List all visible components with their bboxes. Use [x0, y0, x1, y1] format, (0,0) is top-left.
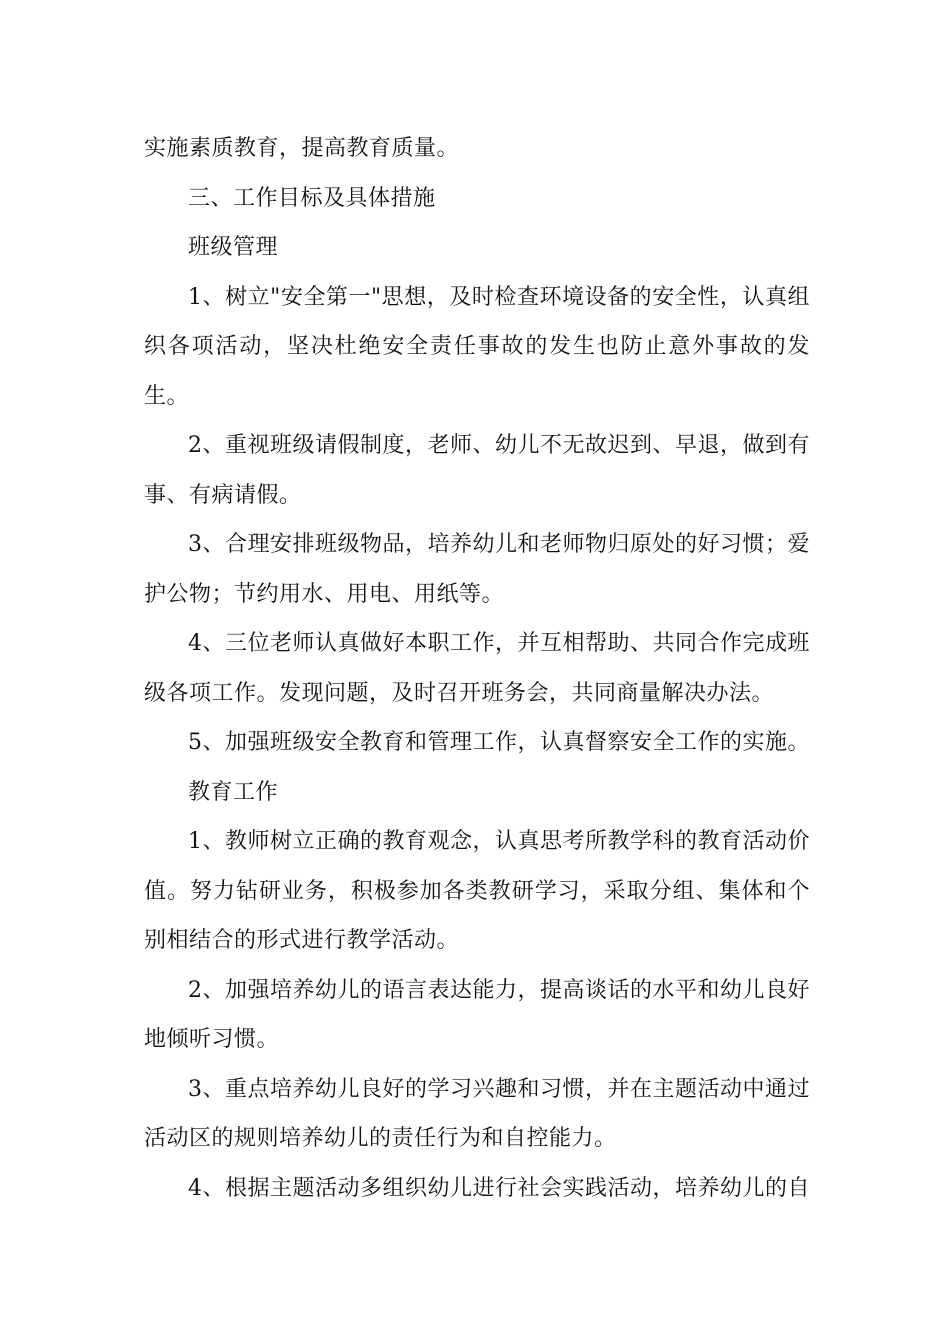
paragraph: 3、重点培养幼儿良好的学习兴趣和习惯，并在主题活动中通过活动区的规则培养幼儿的责任行为和自控能力。 — [144, 1076, 810, 1151]
document-body — [144, 124, 810, 1213]
paragraph: 1、教师树立正确的教育观念，认真思考所教学科的教育活动价值。努力钻研业务，积极参加各类教研学习，采取分组、集体和个别相结合的形式进行教学活动。 — [144, 829, 810, 953]
paragraph: 2、加强培养幼儿的语言表达能力，提高谈话的水平和幼儿良好地倾听习惯。 — [144, 977, 810, 1052]
paragraph: 4、三位老师认真做好本职工作，并互相帮助、共同合作完成班级各项工作。发现问题，及时召开班务会，共同商量解决办法。 — [144, 631, 810, 706]
section-heading: 三、工作目标及具体措施 — [188, 185, 436, 211]
paragraph: 1、树立"安全第一"思想，及时检查环境设备的安全性，认真组织各项活动，坚决杜绝安全责任事故的发生也防止意外事故的发生。 — [144, 284, 810, 409]
subsection-heading: 班级管理 — [188, 235, 279, 260]
paragraph: 实施素质教育，提高教育质量。 — [144, 136, 460, 161]
paragraph: 4、根据主题活动多组织幼儿进行社会实践活动，培养幼儿的自 — [188, 1175, 810, 1201]
subsection-heading: 教育工作 — [188, 779, 279, 805]
paragraph: 3、合理安排班级物品，培养幼儿和老师物归原处的好习惯；爱护公物；节约用水、用电、用纸等。 — [144, 532, 810, 607]
paragraph: 5、加强班级安全教育和管理工作，认真督察安全工作的实施。 — [188, 730, 810, 755]
paragraph: 2、重视班级请假制度，老师、幼儿不无故迟到、早退，做到有事、有病请假。 — [144, 433, 810, 508]
